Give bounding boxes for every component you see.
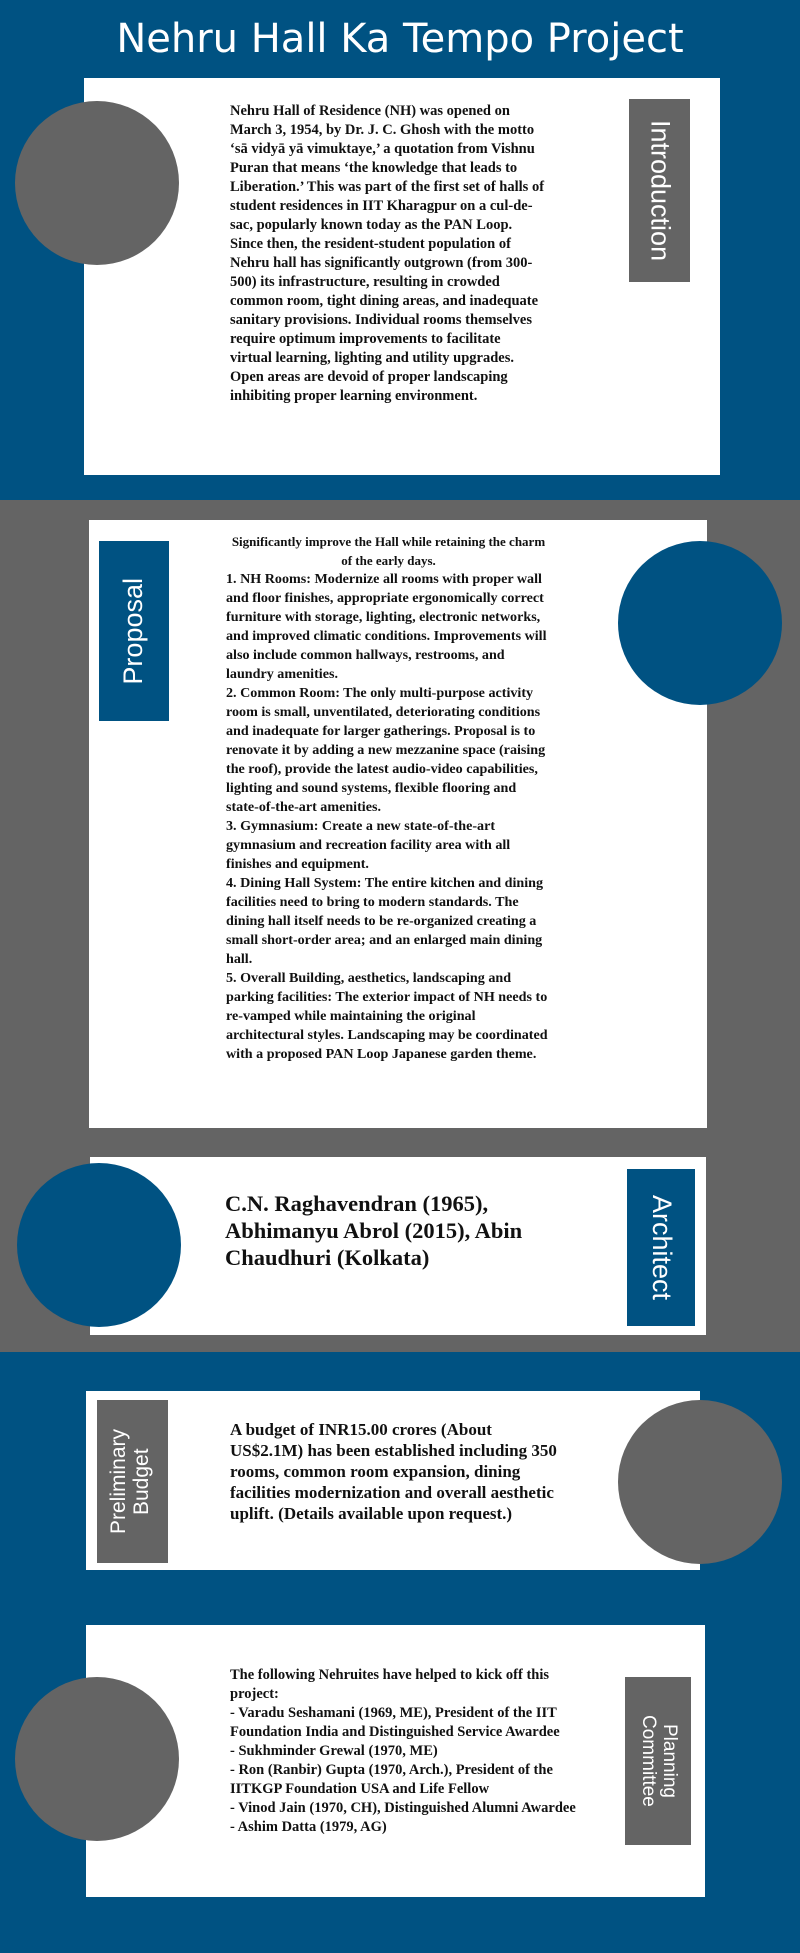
committee-member: - Ashim Datta (1979, AG): [230, 1819, 387, 1835]
committee-member: - Varadu Seshamani (1969, ME), President of the IIT Foundation India and Distinguished Service Awardee: [230, 1705, 560, 1740]
budget-circle: [618, 1400, 782, 1564]
proposal-item: 1. NH Rooms: Modernize all rooms with proper wall and floor finishes, appropriate ergonomically correct furniture with storage, lighting, electronic networks, and improved climatic conditions. Improvements will also include common hallways, restrooms, and laundry amenities.: [226, 571, 547, 682]
proposal-text: [226, 532, 551, 1064]
proposal-label: Proposal: [118, 577, 149, 685]
committee-member: - Vinod Jain (1970, CH), Distinguished Alumni Awardee: [230, 1800, 576, 1816]
committee-circle: [15, 1677, 179, 1841]
architect-tab: [627, 1169, 695, 1326]
proposal-item: 4. Dining Hall System: The entire kitchen and dining facilities need to bring to modern standards. The dining hall itself needs to be re-organized creating a small short-order area; and an enlarged main dining hall.: [226, 875, 544, 967]
introduction-label: Introduction: [645, 119, 676, 262]
committee-text: [230, 1666, 600, 1837]
proposal-item: 2. Common Room: The only multi-purpose activity room is small, unventilated, deteriorating conditions and inadequate for larger gatherings. Proposal is to renovate it by adding a new mezzanine space (raising the roof), provide the latest audio-video capabilities, lighting and sound systems, flexible flooring and state-of-the-art amenities.: [226, 685, 546, 815]
committee-label: Planning Committee: [638, 1715, 680, 1807]
committee-tab: [625, 1677, 691, 1845]
proposal-item: 5. Overall Building, aesthetics, landscaping and parking facilities: The exterior impact of NH needs to re-vamped while maintaining the original architectural styles. Landscaping may be coordinated with a proposed PAN Loop Japanese garden theme.: [226, 970, 548, 1062]
introduction-tab: [629, 99, 690, 282]
proposal-tab: [99, 541, 169, 721]
architect-text: C.N. Raghavendran (1965), Abhimanyu Abrol (2015), Abin Chaudhuri (Kolkata): [225, 1191, 523, 1270]
introduction-text: Nehru Hall of Residence (NH) was opened on March 3, 1954, by Dr. J. C. Ghosh with the motto ‘sā vidyā yā vimuktaye,’ a quotation from Vishnu Puran that means ‘the knowledge that leads to Liberation.’ This was part of the first set of halls of student residences in IIT Kharagpur on a cul-de-sac, popularly known today as the PAN Loop. Since then, the resident-student population of Nehru hall has significantly outgrown (from 300-500) its infrastructure, resulting in crowded common room, tight dining areas, and inadequate sanitary provisions. Individual rooms themselves require optimum improvements to facilitate virtual learning, lighting and utility upgrades. Open areas are devoid of proper landscaping inhibiting proper learning environment.: [230, 103, 545, 404]
budget-text: A budget of INR15.00 crores (About US$2.1M) has been established including 350 rooms, common room expansion, dining facilities modernization and overall aesthetic uplift. (Details available upon request.): [230, 1420, 557, 1523]
proposal-item: 3. Gymnasium: Create a new state-of-the-art gymnasium and recreation facility area with all finishes and equipment.: [226, 818, 511, 872]
budget-tab: [97, 1400, 168, 1563]
committee-member: - Sukhminder Grewal (1970, ME): [230, 1743, 438, 1759]
committee-intro: The following Nehruites have helped to kick off this project:: [230, 1667, 550, 1702]
committee-member: - Ron (Ranbir) Gupta (1970, Arch.), President of the IITKGP Foundation USA and Life Fellow: [230, 1762, 553, 1797]
architect-circle: [17, 1163, 181, 1327]
introduction-circle: [15, 101, 179, 265]
proposal-circle: [618, 541, 782, 705]
page-title: Nehru Hall Ka Tempo Project: [116, 16, 684, 62]
budget-label: Preliminary Budget: [106, 1428, 153, 1535]
proposal-heading: Significantly improve the Hall while retaining the charm of the early days.: [231, 534, 546, 568]
proposal-list: [226, 570, 551, 1064]
architect-label: Architect: [646, 1194, 677, 1301]
